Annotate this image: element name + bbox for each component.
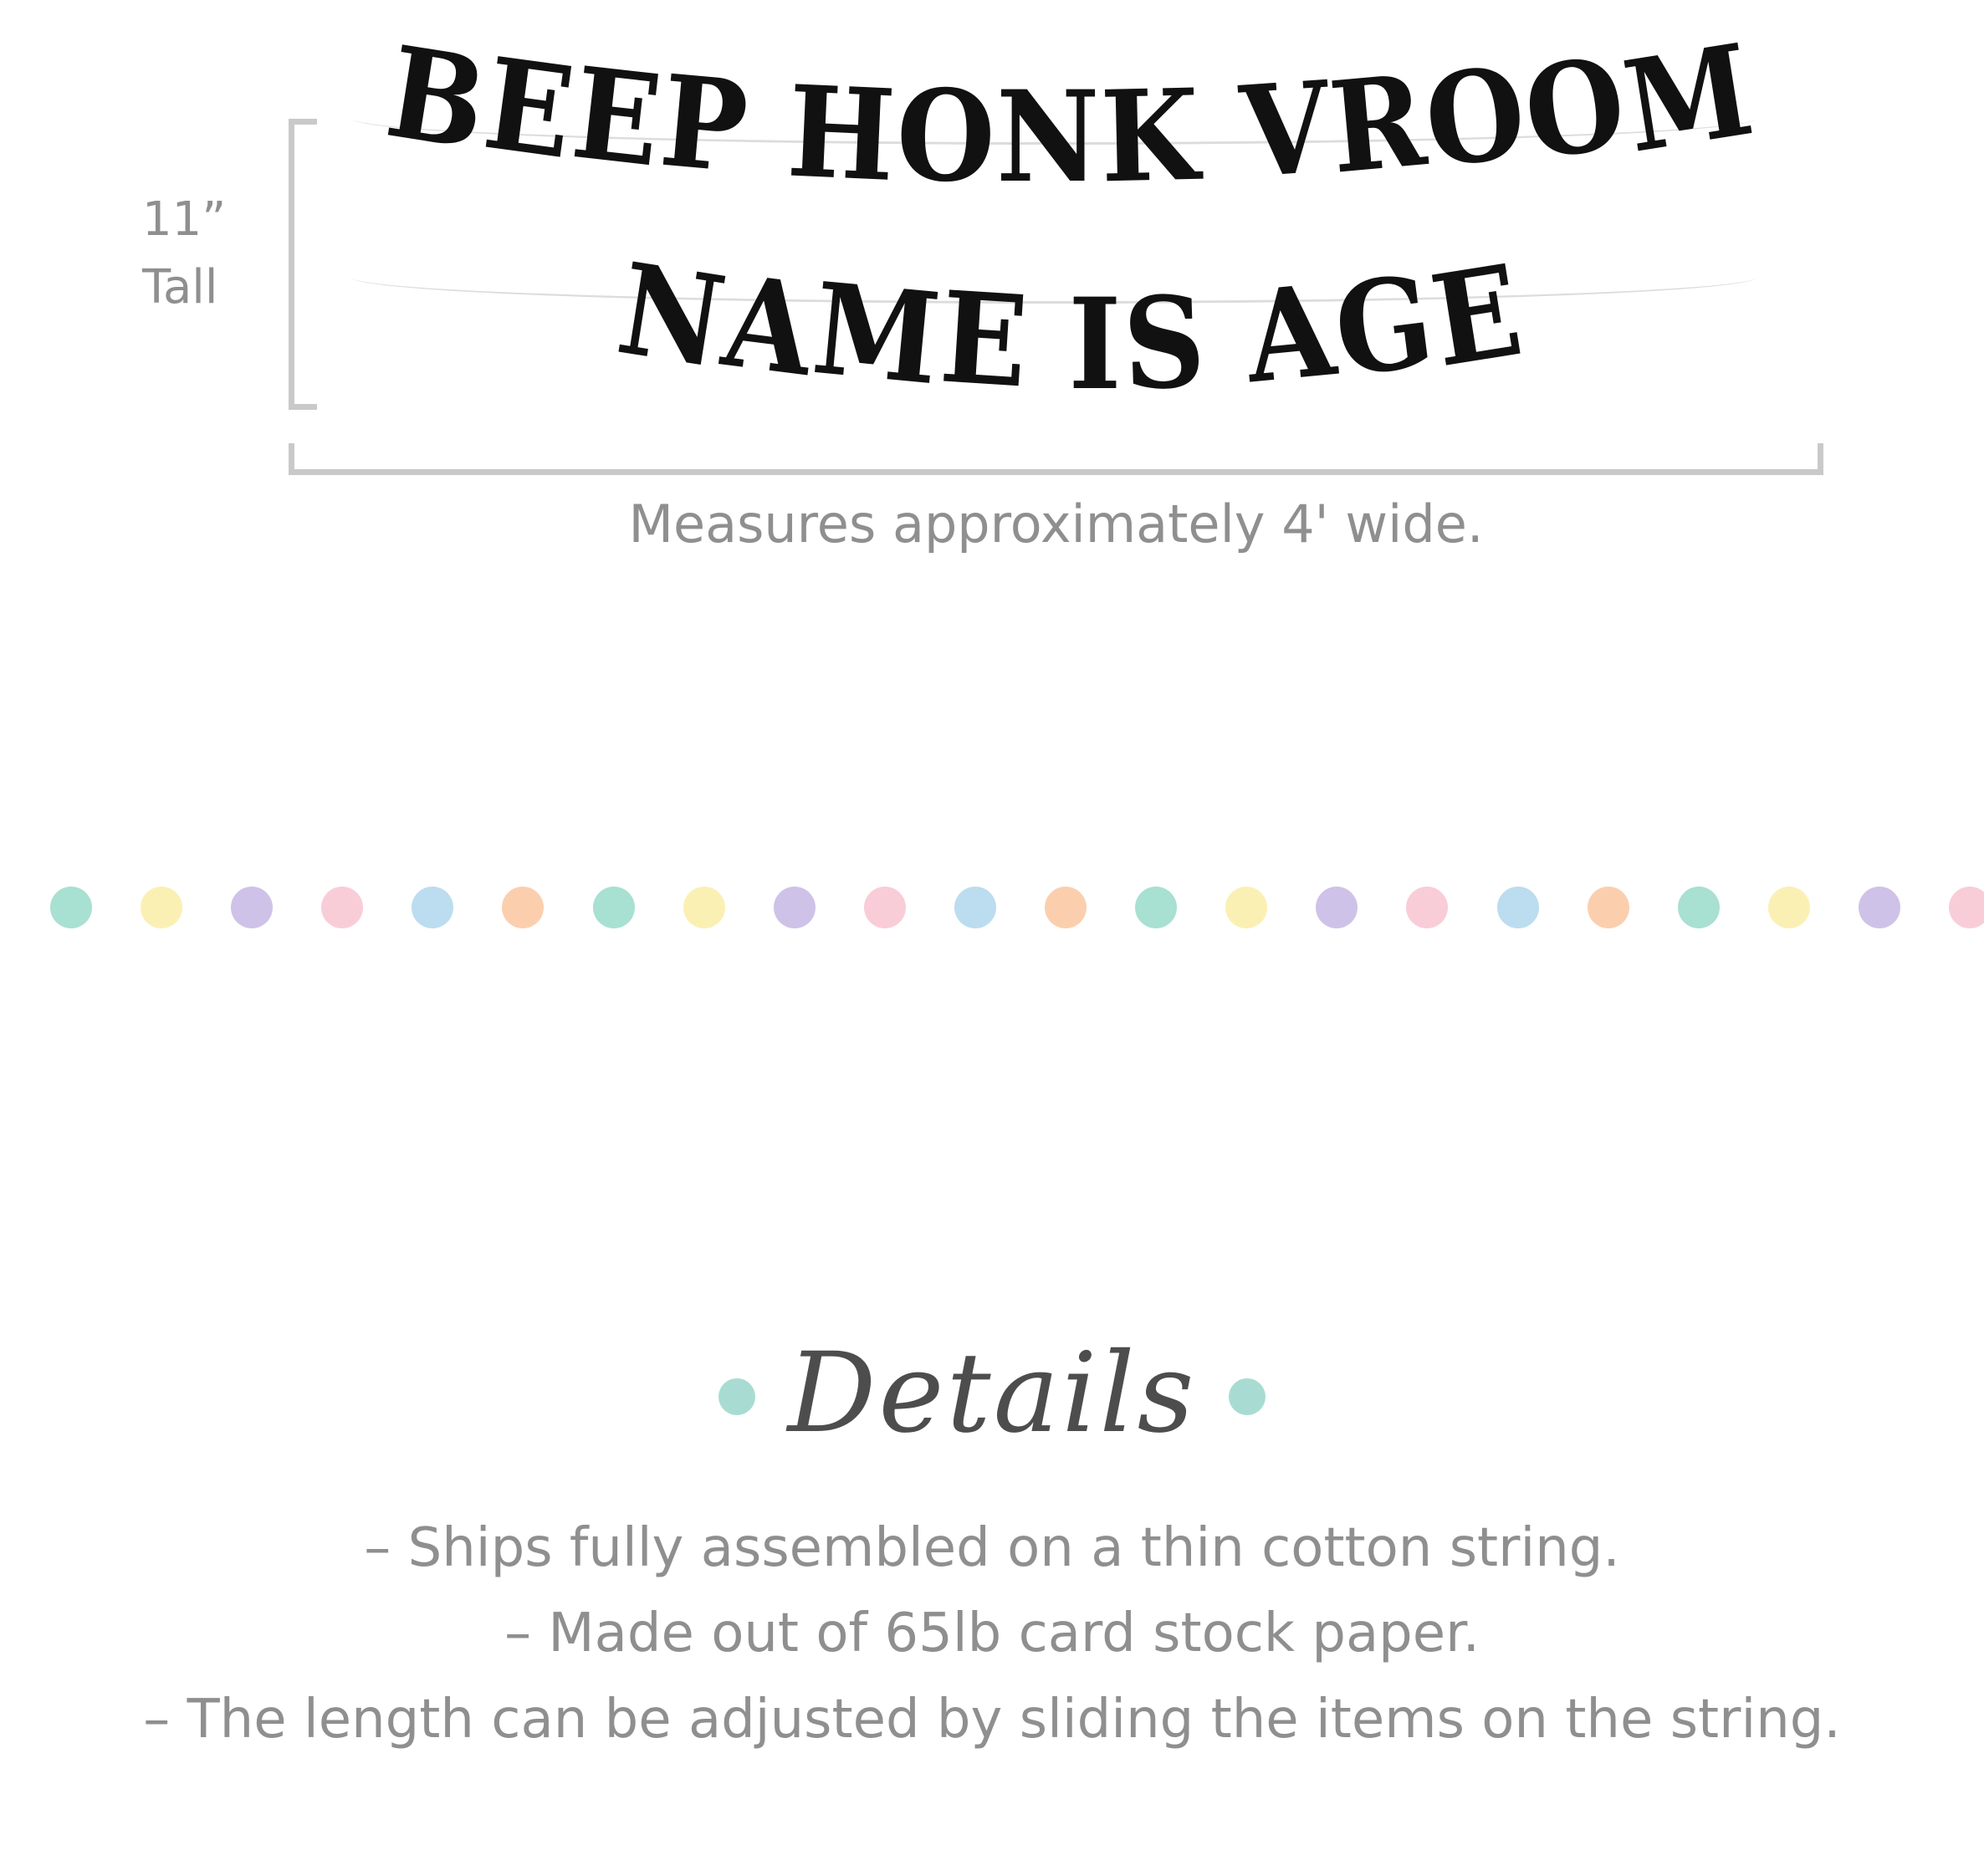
banner-letter: A [1240,257,1342,412]
banner-text-line-1 [318,16,1823,212]
divider-dot [1678,887,1720,928]
detail-line: – Made out of 65lb card stock paper. [504,1603,1480,1665]
detail-line: – Ships fully assembled on a thin cotton string. [364,1517,1620,1579]
banner-letter: G [1327,247,1443,406]
banner-line-1-text [377,16,1764,212]
divider-dot [683,887,725,928]
divider-dot [321,887,363,928]
banner-line-2-text [609,235,1533,419]
banner-letter: P [654,47,754,202]
banner-letter: M [807,255,948,414]
divider-dot [1225,887,1267,928]
divider-dot [141,887,182,928]
product-preview [0,0,1984,585]
divider-dot [1316,887,1358,928]
divider-dot [774,887,816,928]
dot-icon-left [718,1378,755,1415]
banner-letter: R [1323,47,1433,202]
divider-dot [1588,887,1629,928]
divider-dot [231,887,273,928]
banner-letter: N [996,64,1102,211]
banner-letter: O [1516,28,1636,189]
height-measurement-label [142,186,276,321]
divider-dot [864,887,906,928]
height-unit-word: Tall [142,260,218,315]
divider-dot [1406,887,1448,928]
banner-letter: O [1418,38,1534,197]
dot-icon-right [1229,1378,1266,1415]
banner-text-line-2 [318,235,1823,419]
height-value: 11” [142,192,227,247]
divider-dot [1949,887,1984,928]
details-heading: Details [787,1329,1197,1458]
divider-dot [1768,887,1810,928]
details-heading-row [0,1329,1984,1505]
divider-dot [1497,887,1539,928]
banner-letter: E [1422,236,1533,396]
divider-dot [412,887,453,928]
divider-dot [1045,887,1087,928]
details-section [0,1329,1984,1762]
banner-letter: O [894,61,999,212]
width-bracket [289,443,1823,475]
divider-dot [50,887,92,928]
banner-letter: E [936,263,1033,417]
banner-letter: H [785,58,900,211]
detail-line: – The length can be adjusted by sliding the items on the string. [143,1688,1841,1751]
banner-letter: E [476,29,583,188]
pastel-dot-divider [0,870,1984,945]
banner-letter: K [1099,61,1203,212]
divider-dot [502,887,544,928]
banner-letter: A [715,248,823,406]
banner-letter: S [1120,268,1209,419]
banner-letter: I [1068,271,1123,418]
banner-letter: M [1614,16,1764,181]
banner-letter: N [609,235,736,397]
banner-letter: E [565,39,670,196]
divider-dot [954,887,996,928]
height-bracket [289,119,317,410]
divider-dot [593,887,635,928]
divider-dot [1859,887,1900,928]
banner-letter: B [377,18,497,179]
width-measurement-caption: Measures approximately 4' wide. [628,493,1484,555]
divider-dot [1135,887,1177,928]
banner-letter: V [1235,54,1336,207]
